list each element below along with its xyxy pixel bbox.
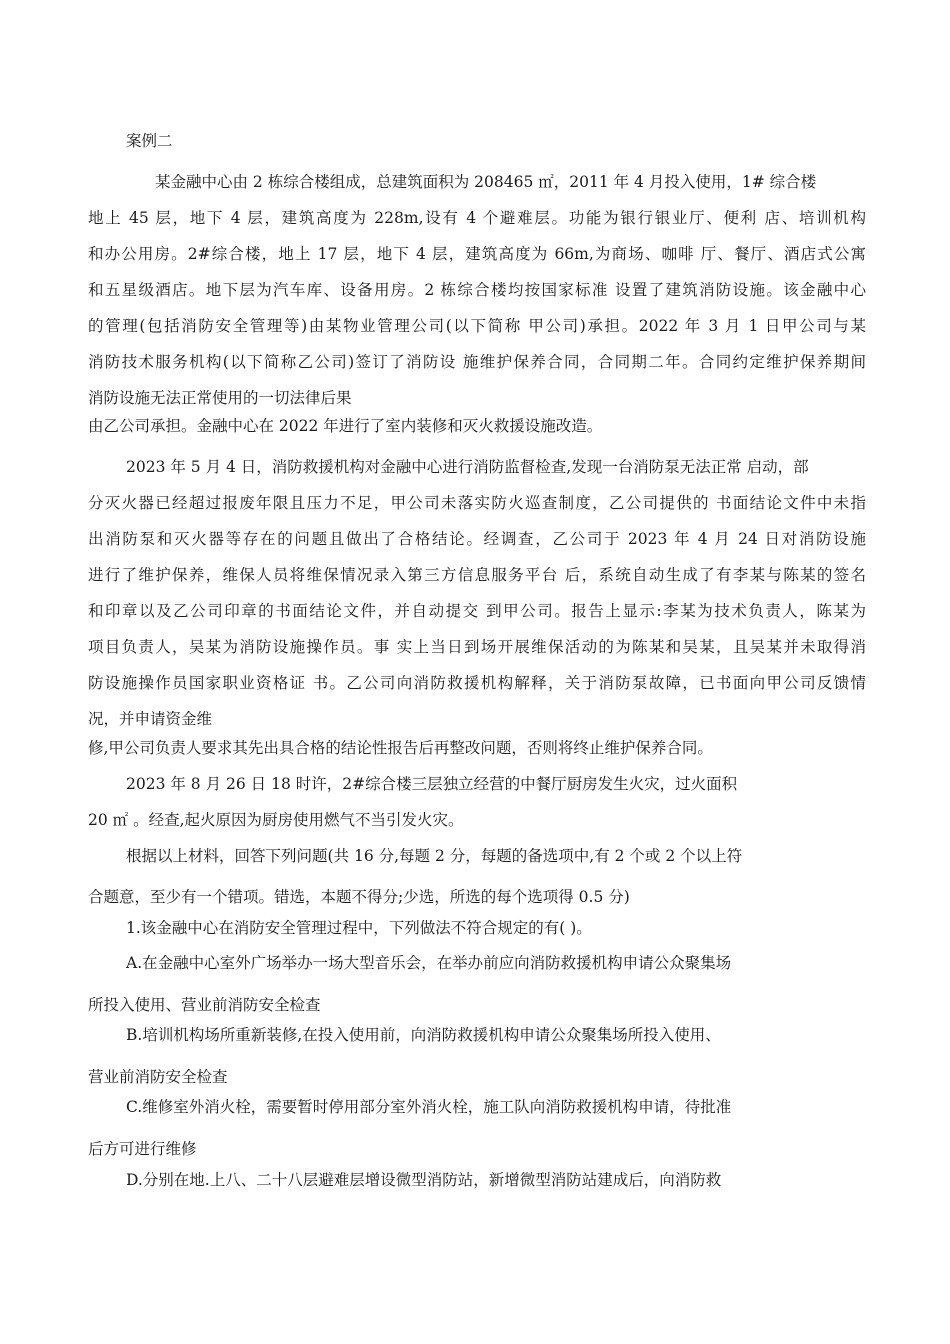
text-line: 1.该金融中心在消防安全管理过程中，下列做法不符合规定的有( )。 — [126, 919, 592, 937]
text-line: 和办公用房。2#综合楼，地上 17 层，地下 4 层，建筑高度为 66m,为商场、咖啡 厅、餐厅、酒店式公寓 — [88, 245, 866, 263]
text-line: 项目负责人，吴某为消防设施操作员。事 实上当日到场开展维保活动的为陈某和吴某，且吴某并未取得消 — [88, 638, 866, 656]
text-line: 况，并申请资金维 — [88, 710, 213, 728]
text-line: 某金融中心由 2 栋综合楼组成，总建筑面积为 208465 ㎡，2011 年 4 月投入使用，1# 综合楼 — [155, 173, 817, 191]
text-line: 由乙公司承担。金融中心在 2022 年进行了室内装修和灭火救援设施改造。 — [88, 417, 603, 435]
text-line: 2023 年 8 月 26 日 18 时许，2#综合楼三层独立经营的中餐厅厨房发生火灾，过火面积 — [126, 775, 738, 793]
text-line: 根据以上材料，回答下列问题(共 16 分,每题 2 分，每题的备选项中,有 2 个或 2 个以上符 — [126, 847, 743, 865]
text-line: 出消防泵和灭火器等存在的问题且做出了合格结论。经调查，乙公司于 2023 年 4 月 24 日对消防设施 — [88, 530, 866, 548]
text-line: 消防设施无法正常使用的一切法律后果 — [88, 389, 352, 407]
text-line: 进行了维护保养，维保人员将维保情况录入第三方信息服务平台 后，系统自动生成了有李某与陈某的签名 — [88, 566, 866, 584]
text-line: 修,甲公司负责人要求其先出具合格的结论性报告后再整改问题，否则将终止维护保养合同。 — [88, 739, 713, 757]
text-line: 案例二 — [126, 132, 173, 150]
text-line: 分灭火器已经超过报废年限且压力不足，甲公司未落实防火巡查制度，乙公司提供的 书面结论文件中未指 — [88, 494, 866, 512]
text-line: 营业前消防安全检查 — [88, 1068, 228, 1086]
text-line: 消防技术服务机构(以下简称乙公司)签订了消防设 施维护保养合同，合同期二年。合同约定维护保养期间 — [88, 353, 866, 371]
text-line: 20 ㎡ 。经查,起火原因为厨房使用燃气不当引发火灾。 — [88, 811, 464, 829]
text-line: 合题意，至少有一个错项。错选，本题不得分;少选，所选的每个选项得 0.5 分) — [88, 888, 630, 906]
text-line: 和印章以及乙公司印章的书面结论文件，并自动提交 到甲公司。报告上显示:李某为技术负责人，陈某为 — [88, 602, 866, 620]
text-line: D.分别在地.上八、二十八层避难层增设微型消防站，新增微型消防站建成后，向消防救 — [126, 1171, 722, 1189]
text-line: 后方可进行维修 — [88, 1140, 197, 1158]
text-line: 所投入使用、营业前消防安全检查 — [88, 996, 321, 1014]
text-line: 防设施操作员国家职业资格证 书。乙公司向消防救援机构解释，关于消防泵故障，已书面向甲公司反馈情 — [88, 674, 866, 692]
text-line: 和五星级酒店。地下层为汽车库、设备用房。2 栋综合楼均按国家标准 设置了建筑消防设施。该金融中心 — [88, 281, 866, 299]
text-line: 地上 45 层，地下 4 层，建筑高度为 228m,设有 4 个避难层。功能为银行银业厅、便利 店、培训机构 — [88, 209, 866, 227]
text-line: 的管理(包括消防安全管理等)由某物业管理公司(以下简称 甲公司)承担。2022 年 3 月 1 日甲公司与某 — [88, 317, 866, 335]
text-line: 2023 年 5 月 4 日，消防救援机构对金融中心进行消防监督检查,发现一台消防泵无法正常 启动，部 — [126, 458, 809, 476]
text-line: C.维修室外消火栓，需要暂时停用部分室外消火栓，施工队向消防救援机构申请，待批准 — [126, 1098, 732, 1116]
text-line: B.培训机构场所重新装修,在投入使用前，向消防救援机构申请公众聚集场所投入使用、 — [126, 1026, 721, 1044]
text-line: A.在金融中心室外广场举办一场大型音乐会，在举办前应向消防救援机构申请公众聚集场 — [126, 954, 732, 972]
